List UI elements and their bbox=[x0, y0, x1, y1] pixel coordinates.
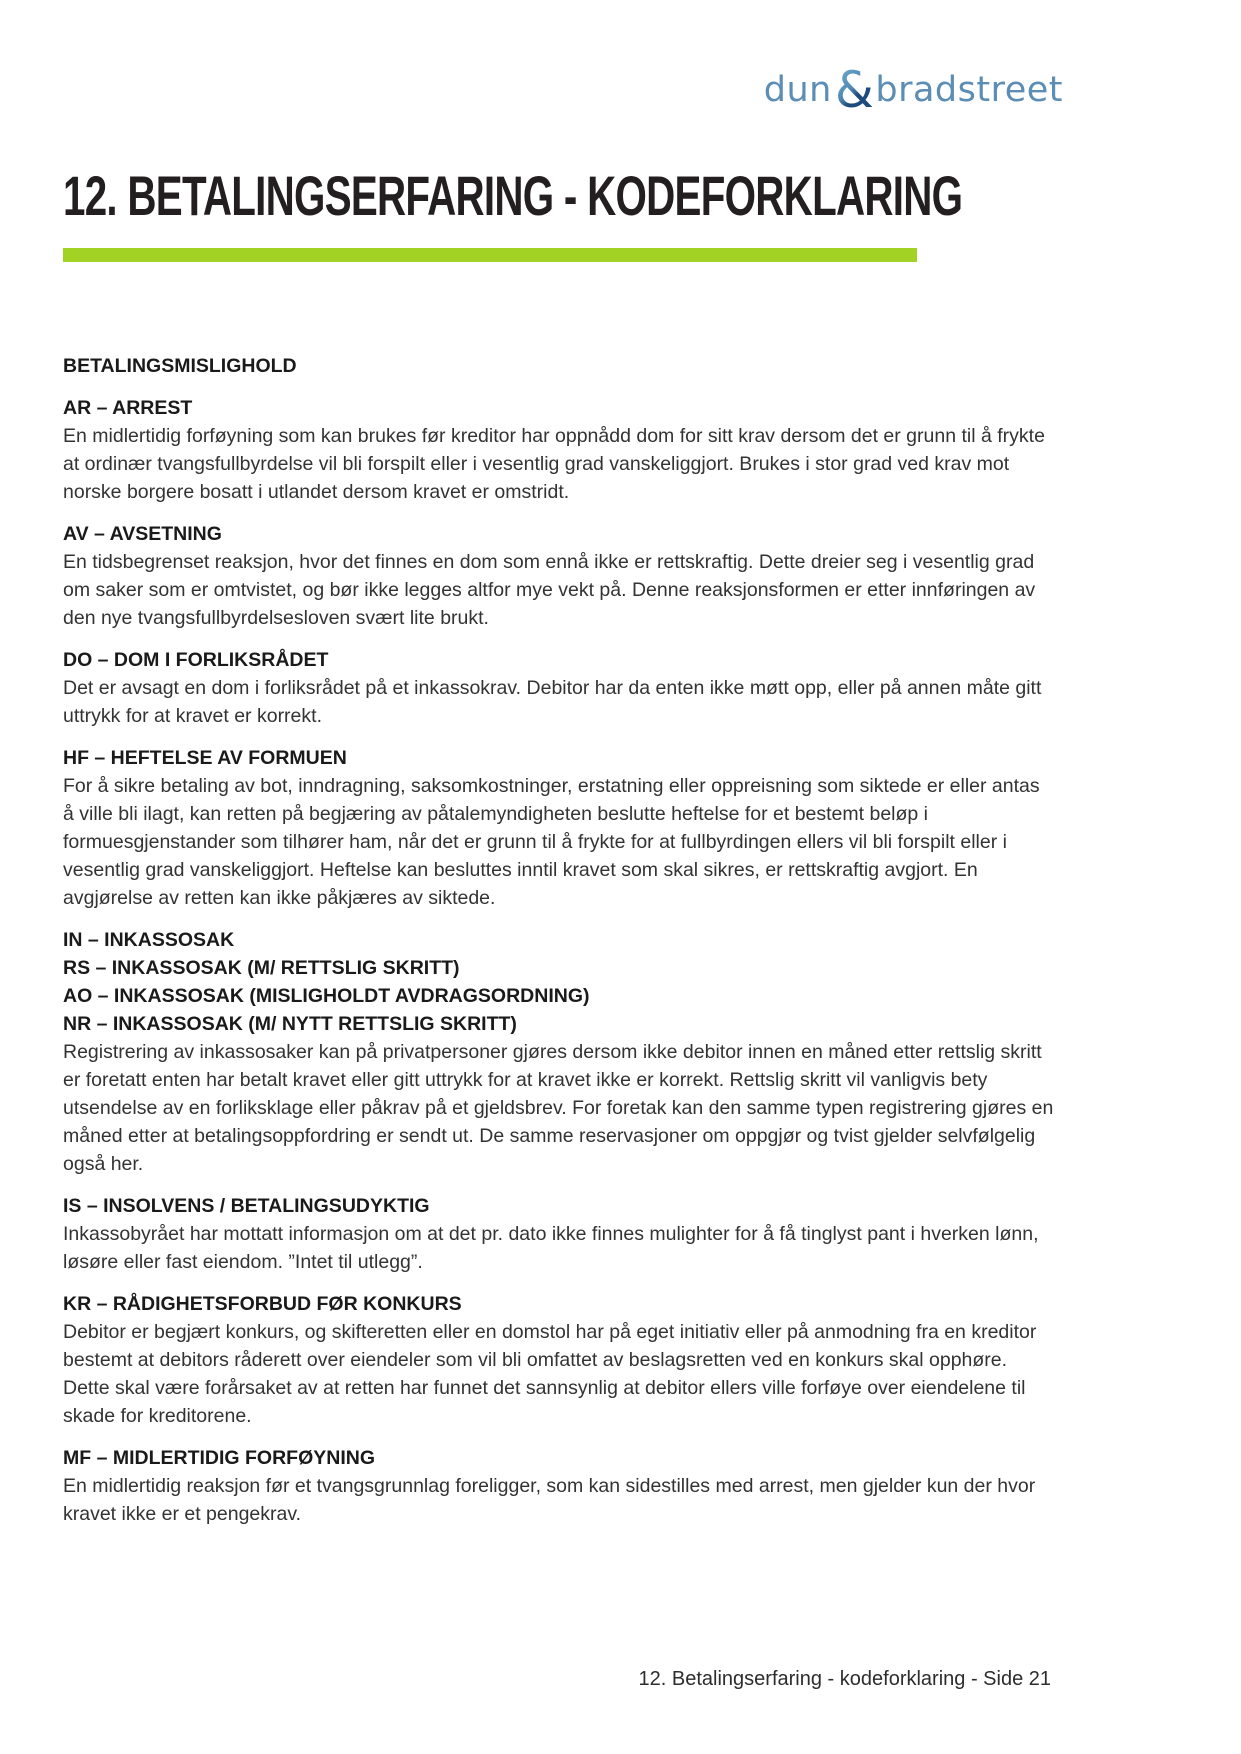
title-accent-rule bbox=[63, 248, 917, 262]
code-heading: DO – DOM I FORLIKSRÅDET bbox=[63, 649, 329, 671]
code-entry-kr bbox=[63, 1290, 1055, 1430]
dun-bradstreet-logo bbox=[763, 61, 1063, 119]
code-description: En tidsbegrenset reaksjon, hvor det finnes en dom som ennå ikke er rettskraftig. Dette dreier seg i vesentlig grad om saker som er omtvistet, og bør ikke legges altfor mye vekt på. Denne reaksjonsformen er etter innføringen av den nye tvangsfullbyrdelsesloven svært lite brukt. bbox=[63, 551, 1036, 629]
code-description: Debitor er begjært konkurs, og skifteretten eller en domstol har på eget initiativ eller på anmodning fra en kreditor bestemt at debitors råderett over eiendeler som vil bli omfattet av beslagsretten ved en konkurs skal opphøre. Dette skal være forårsaket av at retten har funnet det sannsynlig at debitor ellers ville forføye over eiendelene til skade for kreditorene. bbox=[63, 1321, 1037, 1427]
page-footer: 12. Betalingserfaring - kodeforklaring - Side 21 bbox=[638, 1668, 1051, 1690]
page-title: 12. BETALINGSERFARING - KODEFORKLARING bbox=[63, 164, 963, 227]
code-description: En midlertidig reaksjon før et tvangsgrunnlag foreligger, som kan sidestilles med arrest, men gjelder kun der hvor kravet ikke er et pengekrav. bbox=[63, 1475, 1036, 1525]
logo-bradstreet: bradstreet bbox=[875, 70, 1063, 110]
code-heading: HF – HEFTELSE AV FORMUEN bbox=[63, 747, 347, 769]
code-entry-is bbox=[63, 1192, 1055, 1276]
code-heading: AO – INKASSOSAK (MISLIGHOLDT AVDRAGSORDNING) bbox=[63, 985, 590, 1007]
code-entry-ar bbox=[63, 394, 1055, 506]
code-heading: NR – INKASSOSAK (M/ NYTT RETTSLIG SKRITT) bbox=[63, 1013, 517, 1035]
code-entry-do bbox=[63, 646, 1055, 730]
code-entry-av bbox=[63, 520, 1055, 632]
code-heading: IN – INKASSOSAK bbox=[63, 929, 235, 951]
code-description: En midlertidig forføyning som kan brukes før kreditor har oppnådd dom for sitt krav dersom det er grunn til å frykte at ordinær tvangsfullbyrdelse vil bli forspilt eller i vesentlig grad vanskeliggjort. Brukes i stor grad ved krav mot norske borgere bosatt i utlandet dersom kravet er omstridt. bbox=[63, 425, 1045, 503]
category-header: BETALINGSMISLIGHOLD bbox=[63, 355, 297, 377]
code-entry-hf bbox=[63, 744, 1055, 912]
code-entry-inkasso bbox=[63, 926, 1055, 1178]
logo-ampersand-icon: & bbox=[834, 61, 875, 119]
code-description: For å sikre betaling av bot, inndragning, saksomkostninger, erstatning eller oppreisning som siktede er eller antas å ville bli ilagt, kan retten på begjæring av påtalemyndigheten beslutte heftelse for et bestemt beløp i formuesgjenstander som tilhører ham, når det er grunn til å frykte for at fullbyrdingen ellers vil bli forspilt eller i vesentlig grad vanskeliggjort. Heftelse kan besluttes inntil kravet som skal sikres, er rettskraftig avgjort. En avgjørelse av retten kan ikke påkjæres av siktede. bbox=[63, 775, 1040, 909]
code-heading: AR – ARREST bbox=[63, 397, 193, 419]
code-description: Registrering av inkassosaker kan på privatpersoner gjøres dersom ikke debitor innen en måned etter rettslig skritt er foretatt enten har betalt kravet eller gitt uttrykk for at kravet ikke er korrekt. Rettslig skritt vil vanligvis bety utsendelse av en forliksklage eller påkrav på et gjeldsbrev. For foretak kan den samme typen registrering gjøres en måned etter at betalingsoppfordring er sendt ut. De samme reservasjoner om oppgjør og tvist gjelder selvfølgelig også her. bbox=[63, 1041, 1054, 1175]
content-column bbox=[63, 352, 1055, 1542]
code-heading: MF – MIDLERTIDIG FORFØYNING bbox=[63, 1447, 375, 1469]
code-description: Det er avsagt en dom i forliksrådet på et inkassokrav. Debitor har da enten ikke møtt opp, eller på annen måte gitt uttrykk for at kravet er korrekt. bbox=[63, 677, 1042, 727]
logo-dun: dun bbox=[763, 70, 832, 110]
code-heading: IS – INSOLVENS / BETALINGSUDYKTIG bbox=[63, 1195, 430, 1217]
code-heading: KR – RÅDIGHETSFORBUD FØR KONKURS bbox=[63, 1293, 462, 1315]
code-heading: RS – INKASSOSAK (M/ RETTSLIG SKRITT) bbox=[63, 957, 460, 979]
code-entry-mf bbox=[63, 1444, 1055, 1528]
code-heading: AV – AVSETNING bbox=[63, 523, 222, 545]
code-description: Inkassobyrået har mottatt informasjon om at det pr. dato ikke finnes mulighter for å få tinglyst pant i hverken lønn, løsøre eller fast eiendom. ”Intet til utlegg”. bbox=[63, 1223, 1039, 1273]
